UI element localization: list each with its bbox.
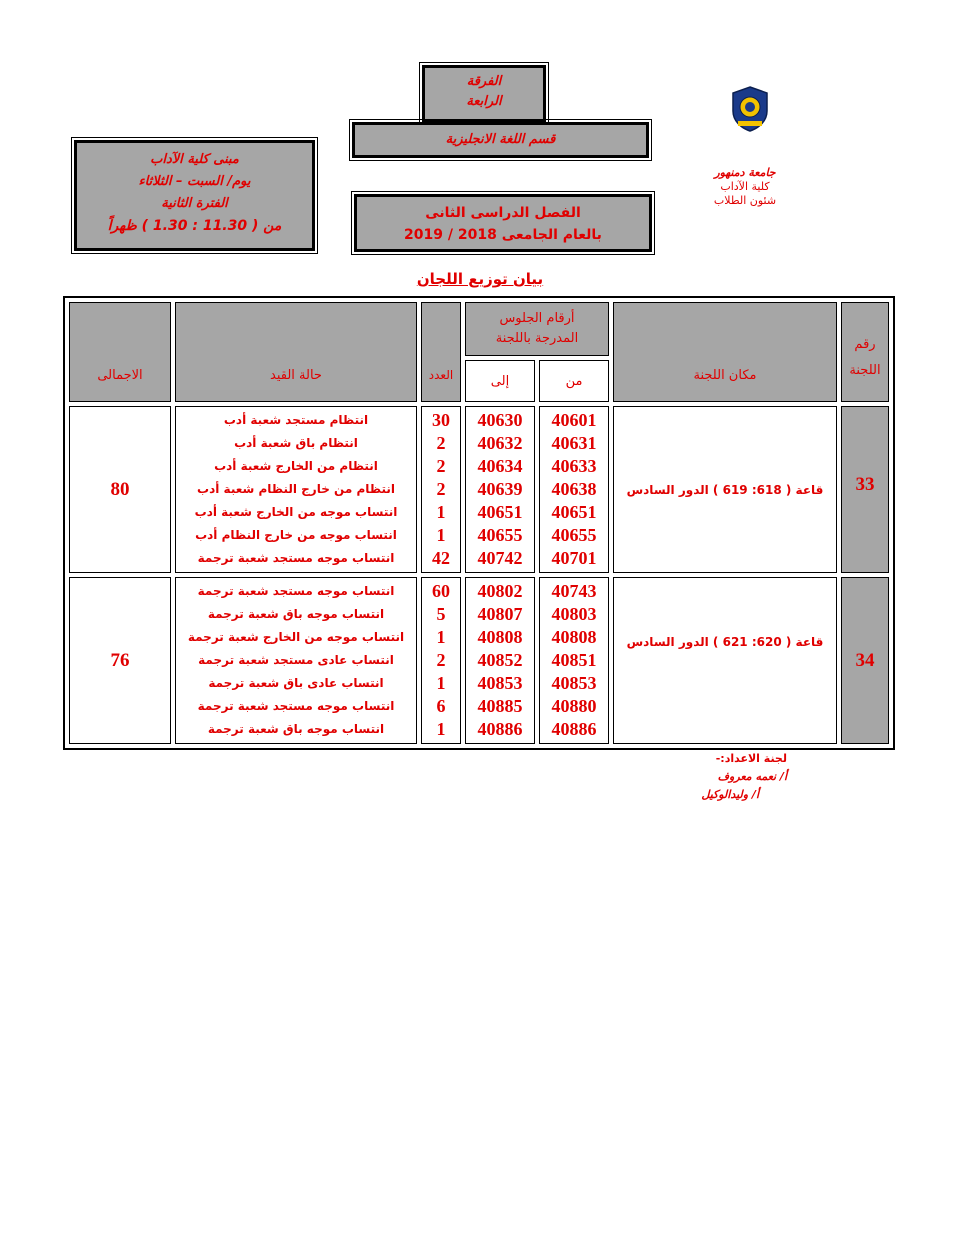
building-text: مبنى كلية الآداب	[150, 152, 239, 167]
university-logo	[730, 85, 770, 133]
count-value: 6	[436, 696, 446, 716]
header-total: الاجمالى	[69, 302, 171, 402]
total-cell: 76	[69, 577, 171, 744]
to-value: 40853	[477, 673, 523, 693]
count-value: 1	[436, 502, 446, 522]
header-from: من	[539, 360, 609, 402]
from-value: 40853	[551, 673, 597, 693]
period-text: الفترة الثانية	[161, 196, 228, 211]
header-count: العدد	[421, 302, 461, 402]
committee-number-cell: 33	[841, 406, 889, 573]
to-value: 40886	[477, 719, 523, 739]
location-text: قاعة ( 618: 619 ) الدور السادس	[626, 482, 824, 497]
semester-line1: الفصل الدراسى الثانى	[425, 205, 581, 221]
from-value: 40701	[551, 548, 597, 568]
status-value: انتساب موجه باق شعبة ترجمة	[207, 722, 385, 736]
count-value: 1	[436, 673, 446, 693]
department-box	[352, 122, 649, 158]
status-value: انتظام مستجد شعبة أدب	[223, 413, 369, 427]
status-value: انتساب موجه مستجد شعبة ترجمة	[197, 551, 395, 565]
location-text: قاعة ( 620: 621 ) الدور السادس	[626, 634, 824, 649]
from-cell	[539, 406, 609, 573]
count-value: 2	[436, 479, 446, 499]
semester-line2: بالعام الجامعى 2018 / 2019	[404, 227, 602, 243]
header-committee-number: رقم اللجنة	[841, 302, 889, 402]
from-value: 40851	[551, 650, 597, 670]
to-value: 40885	[477, 696, 523, 716]
from-value: 40880	[551, 696, 597, 716]
footer-name1: أ/ نعمه معروف	[717, 770, 787, 783]
count-value: 30	[432, 410, 450, 430]
count-value: 42	[432, 548, 450, 568]
department-title: قسم اللغة الانجليزية	[445, 132, 556, 147]
header-to: إلى	[465, 360, 535, 402]
days-text: يوم/ السبت – الثلاثاء	[138, 174, 251, 189]
status-value: انتساب موجه مستجد شعبة ترجمة	[197, 699, 395, 713]
university-info	[690, 166, 800, 208]
time-text: من ( 11.30 : 1.30 ) ظهراً	[107, 218, 282, 234]
status-cell	[175, 406, 417, 573]
from-value: 40808	[551, 627, 597, 647]
university-name: جامعة دمنهور	[714, 166, 776, 179]
count-value: 2	[436, 650, 446, 670]
status-value: انتساب عادى باق شعبة ترجمة	[208, 676, 384, 690]
header-status: حالة القيد	[175, 302, 417, 402]
from-value: 40743	[551, 581, 597, 601]
status-value: انتساب موجه من الخارج شعبة أدب	[194, 505, 398, 519]
footer-signatures	[600, 750, 787, 804]
to-value: 40802	[477, 581, 523, 601]
location-cell	[613, 406, 837, 573]
to-value: 40742	[477, 548, 523, 568]
status-value: انتساب موجه مستجد شعبة ترجمة	[197, 584, 395, 598]
status-value: انتساب موجه باق شعبة ترجمة	[207, 607, 385, 621]
from-cell	[539, 577, 609, 744]
count-cell	[421, 577, 461, 744]
header-seat-numbers: أرقام الجلوس المدرجة باللجنة	[465, 302, 609, 356]
semester-box	[354, 194, 652, 252]
from-value: 40638	[551, 479, 597, 499]
from-value: 40886	[551, 719, 597, 739]
from-value: 40601	[551, 410, 597, 430]
to-value: 40639	[477, 479, 523, 499]
from-value: 40633	[551, 456, 597, 476]
to-value: 40807	[477, 604, 523, 624]
to-value: 40630	[477, 410, 523, 430]
status-value: انتساب موجه من الخارج شعبة ترجمة	[187, 630, 405, 644]
count-value: 1	[436, 627, 446, 647]
from-value: 40651	[551, 502, 597, 522]
committee-row-33	[69, 406, 889, 573]
to-cell	[465, 577, 535, 744]
status-value: انتظام من خارج النظام شعبة أدب	[197, 482, 395, 496]
count-value: 60	[432, 581, 450, 601]
from-value: 40631	[551, 433, 597, 453]
to-value: 40634	[477, 456, 523, 476]
footer-label: لجنة الاعداد:-	[715, 752, 787, 765]
status-value: انتساب موجه من خارج النظام أدب	[195, 528, 397, 542]
level-line2: الرابعة	[466, 94, 502, 109]
to-value: 40651	[477, 502, 523, 522]
header-location: مكان اللجنة	[613, 302, 837, 402]
status-cell	[175, 577, 417, 744]
from-value: 40803	[551, 604, 597, 624]
committee-number-cell: 34	[841, 577, 889, 744]
level-line1: الفرقة	[466, 74, 502, 89]
to-value: 40655	[477, 525, 523, 545]
status-value: انتظام من الخارج شعبة أدب	[214, 459, 378, 473]
from-value: 40655	[551, 525, 597, 545]
to-value: 40852	[477, 650, 523, 670]
status-value: انتساب عادى مستجد شعبة ترجمة	[198, 653, 394, 667]
schedule-box	[74, 140, 315, 251]
total-cell: 80	[69, 406, 171, 573]
count-value: 2	[436, 456, 446, 476]
count-value: 2	[436, 433, 446, 453]
status-value: انتظام باق شعبة أدب	[234, 436, 358, 450]
location-cell	[613, 577, 837, 744]
office-name: شئون الطلاب	[713, 194, 777, 207]
page-title: بيان توزيع اللجان	[416, 270, 544, 288]
committees-table	[63, 296, 895, 750]
count-value: 5	[436, 604, 446, 624]
level-box	[422, 65, 546, 122]
count-value: 1	[436, 719, 446, 739]
to-cell	[465, 406, 535, 573]
count-value: 1	[436, 525, 446, 545]
committee-row-34	[69, 577, 889, 744]
count-cell	[421, 406, 461, 573]
to-value: 40808	[477, 627, 523, 647]
footer-name2: أ/ وليدالوكيل	[701, 788, 759, 801]
faculty-name: كلية الآداب	[720, 180, 770, 193]
to-value: 40632	[477, 433, 523, 453]
